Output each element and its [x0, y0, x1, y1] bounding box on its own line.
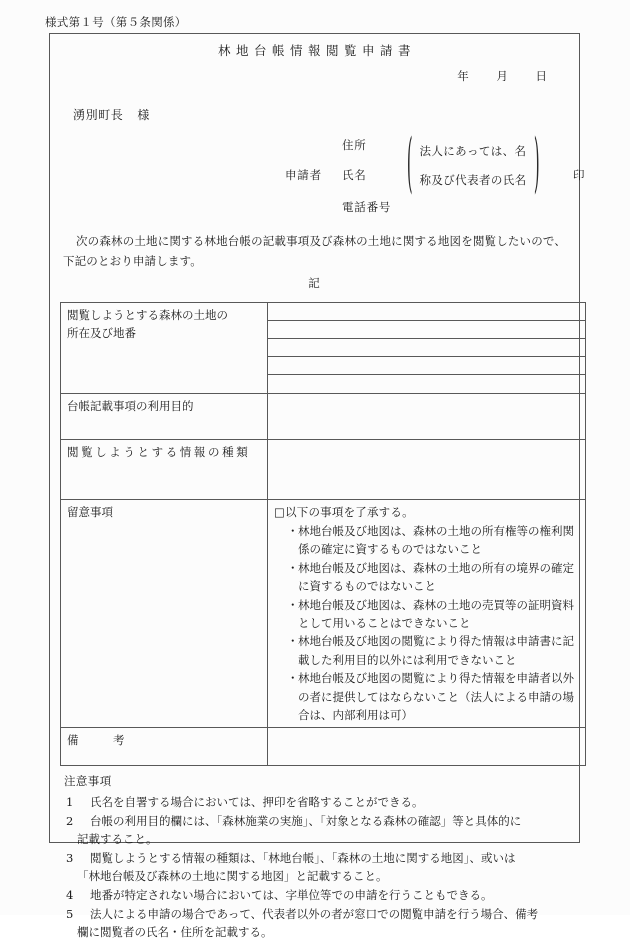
- caution-text-line-1: 法人による申請の場合であって、代表者以外の者が窓口での閲覧申請を行う場合、備考: [90, 906, 539, 921]
- list-item: [64, 793, 565, 812]
- row-label-remarks: [61, 728, 268, 766]
- row-label-notes: 留意事項: [61, 500, 268, 728]
- list-item: ・ 林地台帳及び地図は、森林の土地の売買等の証明資料として用いることはできないこと: [288, 596, 579, 633]
- applicant-name-label: 氏名: [342, 168, 367, 182]
- addressee-name: 湧別町長: [73, 108, 124, 122]
- list-item: ・ 林地台帳及び地図は、森林の土地の所有権等の権利関係の確定に資するものではないこと: [288, 522, 579, 559]
- location-entry-row[interactable]: [268, 375, 585, 393]
- caution-text-line-2: 欄に閲覧者の氏名・住所を記載する。: [77, 925, 273, 940]
- row-value-remarks[interactable]: [268, 728, 586, 766]
- list-item: ・ 林地台帳及び地図の閲覧により得た情報は申請書に記載した利用目的以外には利用できないこと: [288, 632, 579, 669]
- row-value-location-grid[interactable]: [268, 303, 586, 394]
- notes-acknowledgement-line[interactable]: [274, 504, 579, 522]
- cautions-list: [64, 793, 565, 942]
- list-item: [64, 886, 565, 905]
- caution-number: 2: [66, 813, 74, 828]
- corporate-note-line-1: 法人にあっては、名: [419, 144, 527, 158]
- caution-text-line-1: 台帳の利用目的欄には、「森林施業の実施」、「対象となる森林の確認」等と具体的に: [90, 813, 522, 828]
- cautions-heading: 注意事項: [64, 774, 112, 789]
- row-label-remarks-b: 考: [113, 733, 125, 748]
- row-label-purpose: 台帳記載事項の利用目的: [61, 394, 268, 440]
- table-row-remarks: [61, 728, 586, 766]
- cautions-section: [60, 772, 569, 942]
- row-label-location-line-1: 閲覧しようとする森林の土地の: [67, 308, 228, 323]
- caution-text-line-1: 閲覧しようとする情報の種類は、「林地台帳」、「森林の土地に関する地図」、或いは: [90, 850, 516, 865]
- list-item: [64, 905, 565, 942]
- bracket-close-icon: ): [533, 128, 540, 203]
- request-paragraph-line-2: 下記のとおり申請します。: [63, 254, 202, 269]
- applicant-label: 申請者: [285, 168, 322, 182]
- corporate-note-line-2: 称及び代表者の氏名: [419, 173, 527, 187]
- form-outer-frame: [49, 33, 585, 940]
- form-inner-content: [50, 34, 585, 940]
- row-label-location: [61, 303, 268, 394]
- caution-number: 4: [66, 888, 74, 903]
- row-label-remarks-a: 備: [67, 733, 79, 748]
- form-number: 様式第１号（第５条関係）: [45, 15, 187, 29]
- list-item: ・ 林地台帳及び地図の閲覧により得た情報を申請者以外の者に提供してはならないこと（法人による申請の場合は、内部利用は可）: [288, 669, 579, 724]
- seal-label: 印: [573, 168, 585, 182]
- caution-number: 5: [66, 906, 74, 921]
- table-row-purpose: [61, 394, 586, 440]
- notes-bullet-list: [274, 522, 579, 724]
- date-month-label: 月: [496, 69, 508, 83]
- applicant-block: [60, 128, 585, 229]
- caution-number: 3: [66, 850, 74, 865]
- checkbox-icon[interactable]: □: [274, 505, 286, 520]
- table-row-infotype: [61, 440, 586, 500]
- list-item: [64, 812, 565, 849]
- row-value-infotype[interactable]: [268, 440, 586, 500]
- table-row-location: [61, 303, 586, 394]
- ki-marker: 記: [308, 276, 321, 291]
- addressee-honorific: 様: [137, 108, 151, 122]
- row-label-infotype: 閲覧しようとする情報の種類: [61, 440, 268, 500]
- caution-number: 1: [66, 794, 74, 809]
- list-item: ・ 林地台帳及び地図は、森林の土地の所有の境界の確定に資するものではないこと: [288, 559, 579, 596]
- location-entry-row[interactable]: [268, 321, 585, 339]
- bracket-open-icon: (: [406, 128, 413, 203]
- location-entry-row[interactable]: [268, 357, 585, 375]
- applicant-address-label: 住所: [342, 138, 367, 152]
- caution-text-line-2: 記載すること。: [77, 832, 158, 847]
- date-year-label: 年: [457, 69, 469, 83]
- notes-head-text: 以下の事項を了承する。: [285, 505, 414, 520]
- date-day-label: 日: [535, 69, 547, 83]
- addressee-line: [60, 106, 569, 123]
- row-label-location-line-2: 所在及び地番: [67, 326, 136, 341]
- application-table: [60, 302, 586, 766]
- row-value-purpose[interactable]: [268, 394, 586, 440]
- row-value-notes: [268, 500, 586, 728]
- corporate-note: [406, 128, 540, 203]
- request-paragraph: [60, 231, 569, 271]
- caution-text-line-2: 「林地台帳及び森林の土地に関する地図」と記載すること。: [77, 869, 388, 884]
- caution-text-line-1: 氏名を自署する場合においては、押印を省略することができる。: [90, 794, 424, 809]
- date-line: [60, 68, 569, 84]
- table-row-notes: [61, 500, 586, 728]
- applicant-tel-label: 電話番号: [342, 200, 392, 214]
- list-item: [64, 849, 565, 886]
- location-entry-row[interactable]: [268, 303, 585, 321]
- location-entry-row[interactable]: [268, 339, 585, 357]
- request-paragraph-line-1: 次の森林の土地に関する林地台帳の記載事項及び森林の土地に関する地図を閲覧したいので、: [76, 234, 566, 248]
- caution-text-line-1: 地番が特定されない場合においては、字単位等での申請を行うこともできる。: [90, 888, 493, 903]
- page-title: 林地台帳情報閲覧申請書: [217, 43, 416, 58]
- title-row: [60, 40, 569, 59]
